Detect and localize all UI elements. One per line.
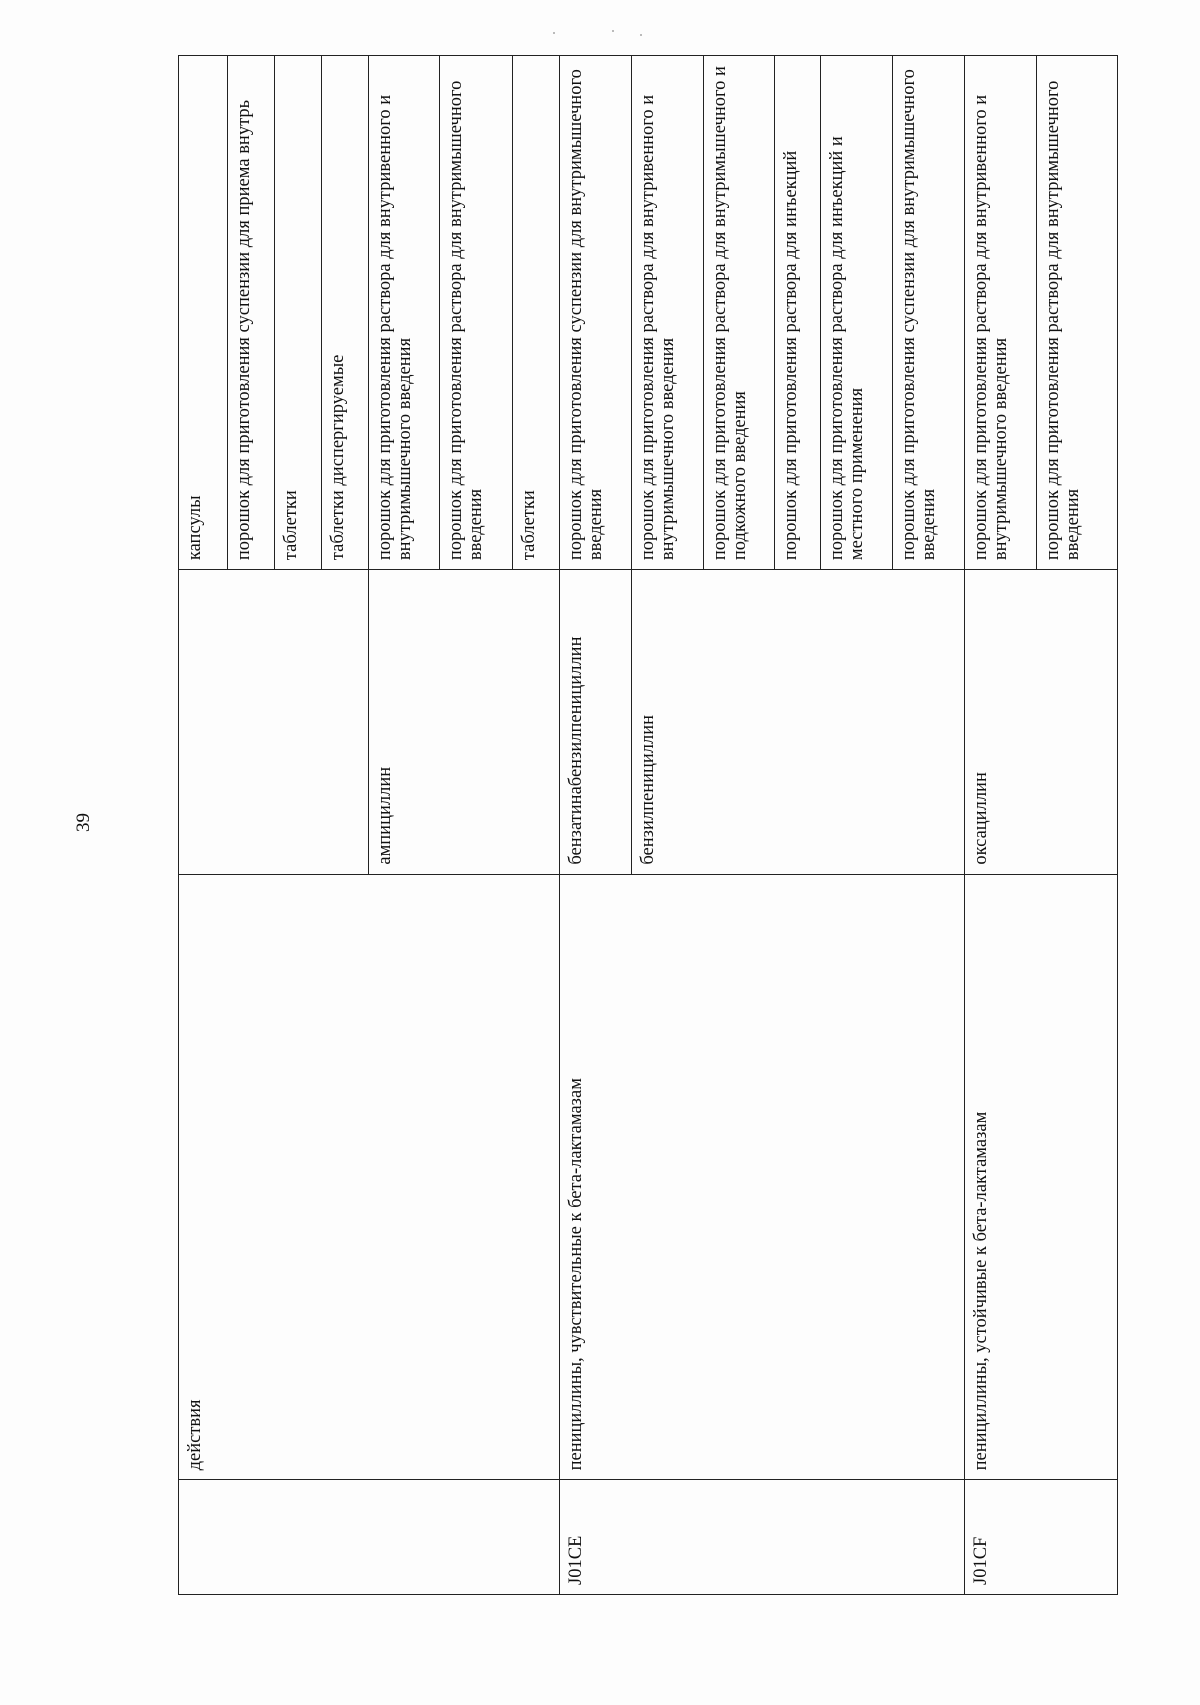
scan-speck — [612, 30, 614, 32]
drug-cell: ампициллин — [368, 570, 559, 875]
form-cell: порошок для приготовления раствора для внутримышечного введения — [439, 56, 512, 570]
form-cell: таблетки — [512, 56, 559, 570]
table-row — [965, 56, 1037, 1595]
page-number: 39 — [73, 813, 94, 832]
form-cell: порошок для приготовления суспензии для внутримышечного введения — [893, 56, 965, 570]
form-cell: порошок для приготовления раствора для внутривенного и внутримышечного введения — [965, 56, 1037, 570]
code-cell — [179, 1480, 560, 1595]
scan-speck — [553, 32, 555, 34]
group-cell: пенициллины, чувствительные к бета-лактамазам — [559, 874, 965, 1480]
form-cell: порошок для приготовления раствора для внутримышечного введения — [1037, 56, 1118, 570]
table-row — [559, 56, 631, 1595]
code-cell: J01CF — [965, 1480, 1118, 1595]
table-row — [179, 56, 228, 1595]
drug-table — [178, 55, 1118, 1595]
form-cell: таблетки диспергируемые — [321, 56, 368, 570]
form-cell: порошок для приготовления раствора для внутривенного и внутримышечного введения — [368, 56, 439, 570]
form-cell: порошок для приготовления суспензии для внутримышечного введения — [559, 56, 631, 570]
form-cell: порошок для приготовления раствора для инъекций — [775, 56, 821, 570]
drug-cell: бензилпенициллин — [631, 570, 965, 875]
group-cell: пенициллины, устойчивые к бета-лактамазам — [965, 874, 1118, 1480]
form-cell: порошок для приготовления раствора для внутривенного и внутримышечного введения — [631, 56, 703, 570]
drug-table-rotated — [178, 55, 1118, 1595]
code-cell: J01CE — [559, 1480, 965, 1595]
drug-cell — [179, 570, 369, 875]
form-cell: таблетки — [274, 56, 321, 570]
form-cell: порошок для приготовления раствора для инъекций и местного применения — [821, 56, 893, 570]
form-cell: порошок для приготовления суспензии для приема внутрь — [228, 56, 275, 570]
form-cell: порошок для приготовления раствора для внутримышечного и подкожного введения — [703, 56, 775, 570]
scan-speck — [640, 34, 642, 36]
group-cell: действия — [179, 874, 560, 1480]
drug-cell: бензатинабензилпенициллин — [559, 570, 631, 875]
form-cell: капсулы — [179, 56, 228, 570]
drug-cell: оксациллин — [965, 570, 1118, 875]
